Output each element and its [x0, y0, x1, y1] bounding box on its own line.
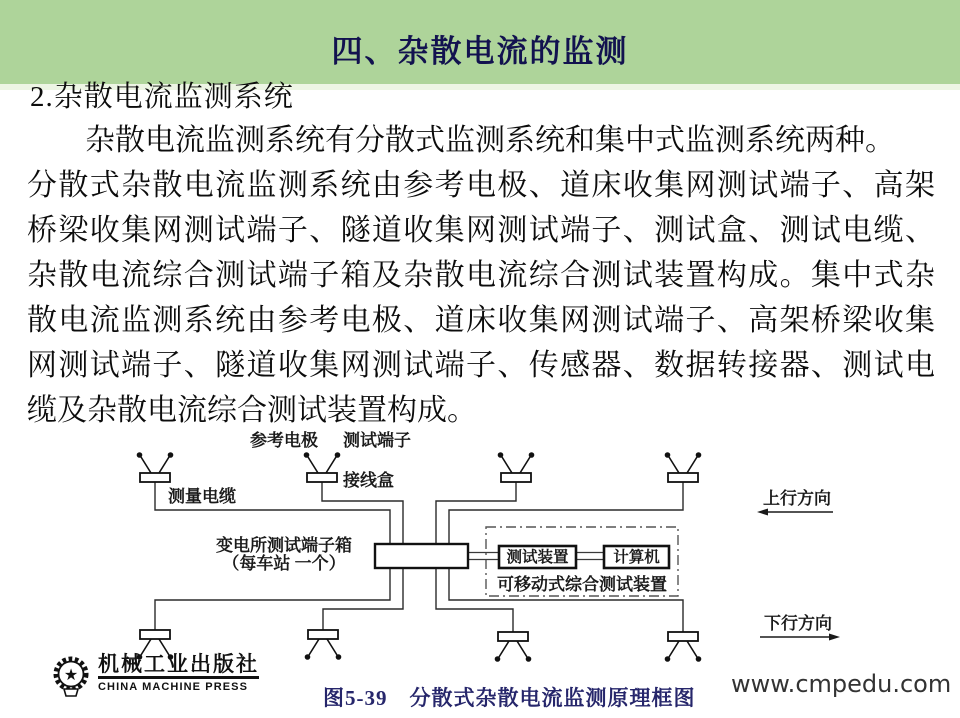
- substation-box-label-line2: （每车站 一个）: [222, 554, 346, 573]
- body-line: 分散式杂散电流监测系统由参考电极、道床收集网测试端子、高架: [27, 169, 935, 202]
- body-line: 网测试端子、隧道收集网测试端子、传感器、数据转接器、测试电: [27, 349, 935, 382]
- measuring-cable-label: 测量电缆: [168, 487, 236, 506]
- junction-box-label: 接线盒: [343, 471, 394, 490]
- section-heading: 2.杂散电流监测系统: [30, 81, 294, 113]
- figure-caption: 图5-39 分散式杂散电流监测原理框图: [323, 686, 696, 710]
- down-direction-label: 下行方向: [764, 614, 832, 633]
- top-antenna-icon: [665, 452, 702, 482]
- substation-terminal-box: [375, 544, 468, 568]
- bottom-antenna-icon: [495, 632, 532, 662]
- bottom-antenna-icon: [665, 632, 702, 662]
- up-direction-arrow: [757, 488, 833, 516]
- substation-box-label-line1: 变电所测试端子箱: [216, 536, 352, 555]
- top-antenna-icon: [137, 452, 174, 482]
- body-line: 杂散电流监测系统有分散式监测系统和集中式监测系统两种。: [85, 124, 895, 157]
- page-title: 四、杂散电流的监测: [331, 34, 629, 69]
- body-line: 散电流监测系统由参考电极、道床收集网测试端子、高架桥梁收集: [27, 304, 935, 337]
- svg-text:★: ★: [63, 667, 79, 684]
- top-antenna-icon: [498, 452, 535, 482]
- publisher-logo: [50, 654, 259, 700]
- body-line: 桥梁收集网测试端子、隧道收集网测试端子、测试盒、测试电缆、: [27, 214, 935, 247]
- publisher-name-cn: 机械工业出版社: [98, 654, 259, 679]
- publisher-name-en: CHINA MACHINE PRESS: [98, 681, 249, 694]
- up-direction-label: 上行方向: [763, 489, 831, 508]
- publisher-name-block: [98, 654, 259, 693]
- movable-device-label: 可移动式综合测试装置: [497, 575, 667, 594]
- top-antenna-icon: [304, 452, 341, 482]
- test-device-label: 测试装置: [506, 549, 569, 566]
- website-link[interactable]: www.cmpedu.com: [731, 670, 952, 698]
- gear-star-icon: [50, 654, 92, 700]
- test-terminal-label: 测试端子: [343, 431, 411, 450]
- reference-electrode-label: 参考电极: [250, 431, 318, 450]
- computer-label: 计算机: [613, 549, 660, 566]
- bottom-antenna-icon: [305, 630, 342, 660]
- body-line: 缆及杂散电流综合测试装置构成。: [27, 394, 477, 427]
- down-direction-arrow: [760, 613, 840, 641]
- body-line: 杂散电流综合测试端子箱及杂散电流综合测试装置构成。集中式杂: [27, 259, 935, 292]
